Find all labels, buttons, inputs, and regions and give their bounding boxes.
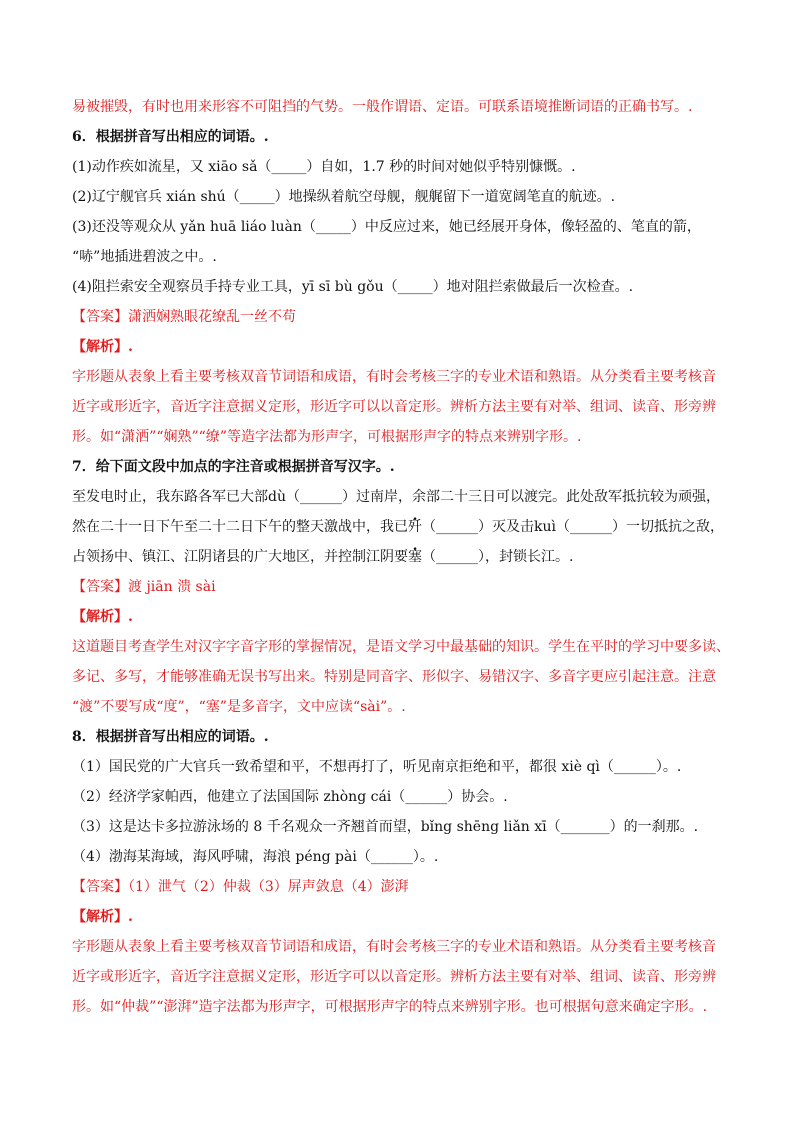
question-7-analysis-label: 【解析】. — [72, 609, 133, 625]
question-7-passage-line — [72, 542, 732, 572]
question-7-analysis-line: “渡”不要写成“度”，“塞”是多音字，文中应读“sài”。. — [72, 699, 406, 715]
question-6-analysis-line: 近字或形近字，音近字注意据义定形，形近字可以以音定形。辨析方法主要有对举、组词、读音、形旁辨 — [72, 399, 716, 415]
intro-continuation: 易被摧毁，有时也用来形容不可阻挡的气势。一般作谓语、定语。可联系语境推断词语的正确书写。. — [72, 99, 693, 115]
question-8-item: （3）这是达卡多拉游泳场的 8 千名观众一齐翘首而望，bǐng shēng liǎn xī（_______）的一刹那。. — [72, 819, 699, 835]
question-6-analysis-line: 形。如“潇洒”“娴熟”“缭”等造字法都为形声字，可根据形声字的特点来辨别字形。. — [72, 429, 582, 445]
question-6-title: 6．根据拼音写出相应的词语。. — [72, 129, 269, 145]
question-8-item: （4）渤海某海域，海风呼啸，海浪 péng pài（______）。. — [72, 849, 439, 865]
dotted-character: 塞 — [408, 549, 422, 565]
question-6-item: (1)动作疾如流星，又 xiāo sǎ（_____）自如，1.7 秒的时间对她似乎特别慷慨。. — [72, 159, 576, 175]
question-6-analysis-line: 字形题从表象上看主要考核双音节词语和成语，有时会考核三字的专业术语和熟语。从分类看主要考核音 — [72, 369, 716, 385]
passage-text: （______），封锁长江。. — [422, 549, 574, 565]
question-8-analysis-line: 形。如“仲裁”“澎湃”造字法都为形声字，可根据形声字的特点来辨别字形。也可根据句意来确定字形。. — [72, 999, 708, 1015]
question-7-passage-line: 至发电时止，我东路各军已大部dù（______）过南岸，余部二十三日可以渡完。此处敌军抵抗较为顽强， — [72, 489, 720, 505]
question-7-title: 7．给下面文段中加点的字注音或根据拼音写汉字。. — [72, 459, 395, 475]
question-8-item: （1）国民党的广大官兵一致希望和平，不想再打了，听见南京拒绝和平，都很 xiè qì（______）。. — [72, 759, 682, 775]
question-8-item: （2）经济学家帕西，他建立了法国国际 zhòng cái（______）协会。. — [72, 789, 508, 805]
question-8-answer: 【答案】（1）泄气（2）仲裁（3）屏声敛息（4）澎湃 — [72, 879, 409, 895]
question-8-analysis-label: 【解析】. — [72, 909, 133, 925]
question-6-analysis-label: 【解析】. — [72, 339, 133, 355]
passage-text: 占领扬中、镇江、江阴诸县的广大地区，并控制江阴要 — [72, 549, 408, 565]
document-page — [72, 92, 732, 1022]
question-6-answer: 【答案】潇洒娴熟眼花缭乱一丝不苟 — [72, 309, 296, 325]
question-8-analysis-line: 近字或形近字，音近字注意据义定形，形近字可以以音定形。辨析方法主要有对举、组词、读音、形旁辨 — [72, 969, 716, 985]
question-6-item: (3)还没等观众从 yǎn huā liáo luàn（_____）中反应过来，她已经展开身体，像轻盈的、笔直的箭， — [72, 219, 701, 235]
question-6-item: “哧”地插进碧波之中。. — [72, 249, 217, 265]
question-7-analysis-line: 这道题目考查学生对汉字字音字形的掌握情况，是语文学习中最基础的知识。学生在平时的学习中要多读、 — [72, 639, 730, 655]
question-6-item: (2)辽宁舰官兵 xián shú（_____）地操纵着航空母舰，舰艉留下一道宽阔笔直的航迹。. — [72, 189, 616, 205]
question-6-item: (4)阻拦索安全观察员手持专业工具，yī sī bù gǒu（_____）地对阻拦索做最后一次检查。. — [72, 279, 634, 295]
question-7-answer: 【答案】渡 jiān 溃 sài — [72, 579, 216, 595]
dotted-character: 歼 — [408, 519, 422, 535]
question-8-title: 8．根据拼音写出相应的词语。. — [72, 729, 269, 745]
question-8-analysis-line: 字形题从表象上看主要考核双音节词语和成语，有时会考核三字的专业术语和熟语。从分类看主要考核音 — [72, 939, 716, 955]
question-7-passage-line — [72, 512, 732, 542]
question-7-analysis-line: 多记、多写，才能够准确无误书写出来。特别是同音字、形似字、易错汉字、多音字更应引起注意。注意 — [72, 669, 716, 685]
passage-text: 然在二十一日下午至二十二日下午的整天激战中，我已 — [72, 519, 408, 535]
passage-text: （______）灭及击kuì（______）一切抵抗之敌， — [422, 519, 724, 535]
